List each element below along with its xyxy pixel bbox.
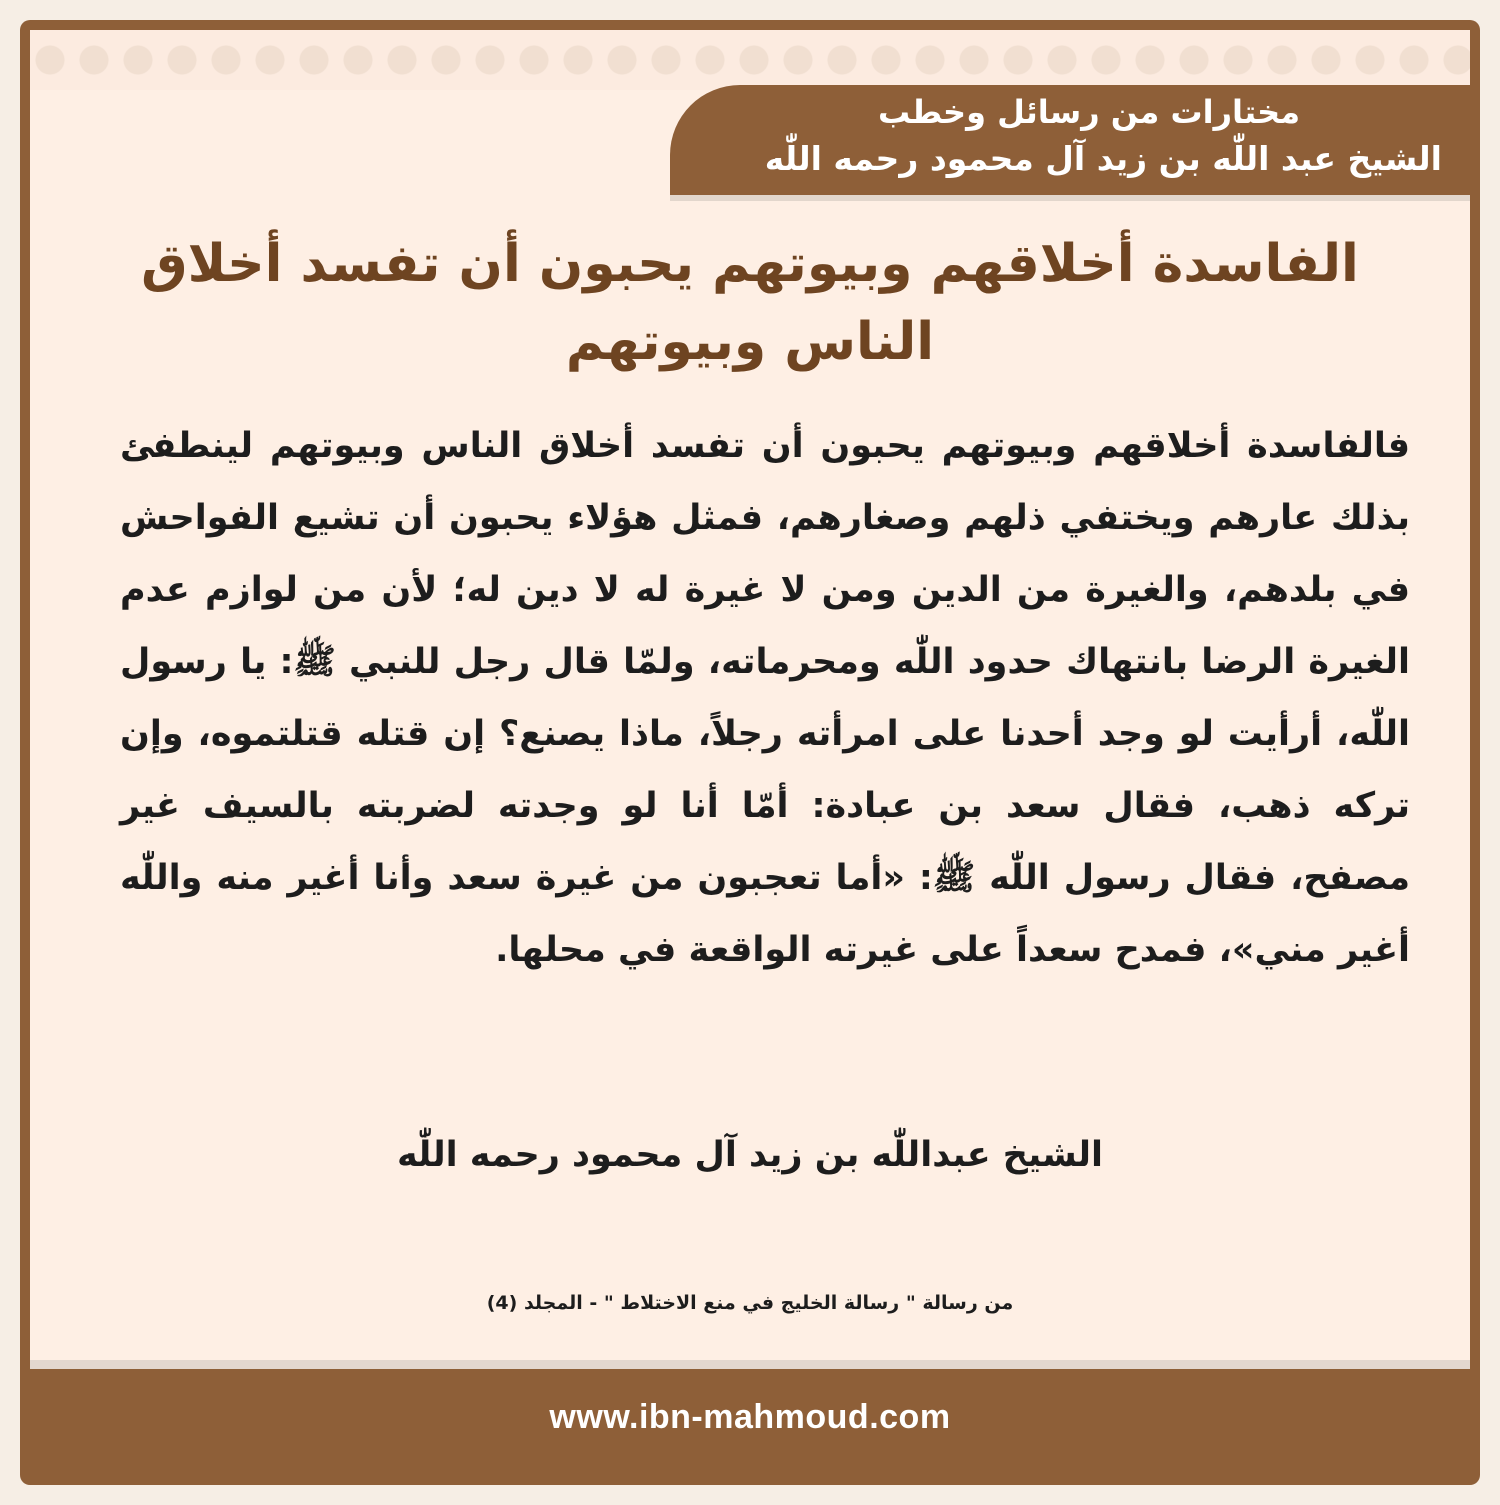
author-signature: الشيخ عبداللّٰه بن زيد آل محمود رحمه اللّٰه bbox=[396, 1135, 1104, 1175]
series-title: مختارات من رسائل وخطب bbox=[877, 93, 1300, 131]
source-citation: من رسالة " رسالة الخليج في منع الاختلاط " - المجلد (4) bbox=[486, 1292, 1014, 1314]
author-name-header: الشيخ عبد اللّٰه بن زيد آل محمود رحمه اللّٰه bbox=[764, 139, 1442, 178]
decorative-pattern bbox=[30, 30, 1470, 90]
header-banner bbox=[670, 85, 1470, 195]
website-link[interactable]: www.ibn-mahmoud.com bbox=[549, 1398, 951, 1436]
article-body: فالفاسدة أخلاقهم وبيوتهم يحبون أن تفسد أخلاق الناس وبيوتهم لينطفئ بذلك عارهم ويختفي ذلهم وصغارهم، فمثل هؤلاء يحبون أن تشيع الفواحش في بلدهم، والغيرة من الدين ومن لا غيرة له لا دين له؛ لأن من لوازم عدم الغيرة الرضا بانتهاك حدود اللّٰه ومحرماته، ولمّا قال رجل للنبي ﷺ: يا رسول اللّٰه، أرأيت لو وجد أحدنا على امرأته رجلاً، ماذا يصنع؟ إن قتله قتلتموه، وإن تركه ذهب، فقال سعد بن عبادة: أمّا أنا لو وجدته لضربته بالسيف غير مصفح، فقال رسول اللّٰه ﷺ: «أما تعجبون من غيرة سعد وأنا أغير منه واللّٰه أغير مني»، فمدح سعداً على غيرته الواقعة في محلها. bbox=[120, 426, 1410, 970]
article-title: الفاسدة أخلاقهم وبيوتهم يحبون أن تفسد أخلاق الناس وبيوتهم bbox=[141, 234, 1359, 372]
footer-divider bbox=[30, 1360, 1470, 1369]
content-card bbox=[30, 30, 1470, 1360]
